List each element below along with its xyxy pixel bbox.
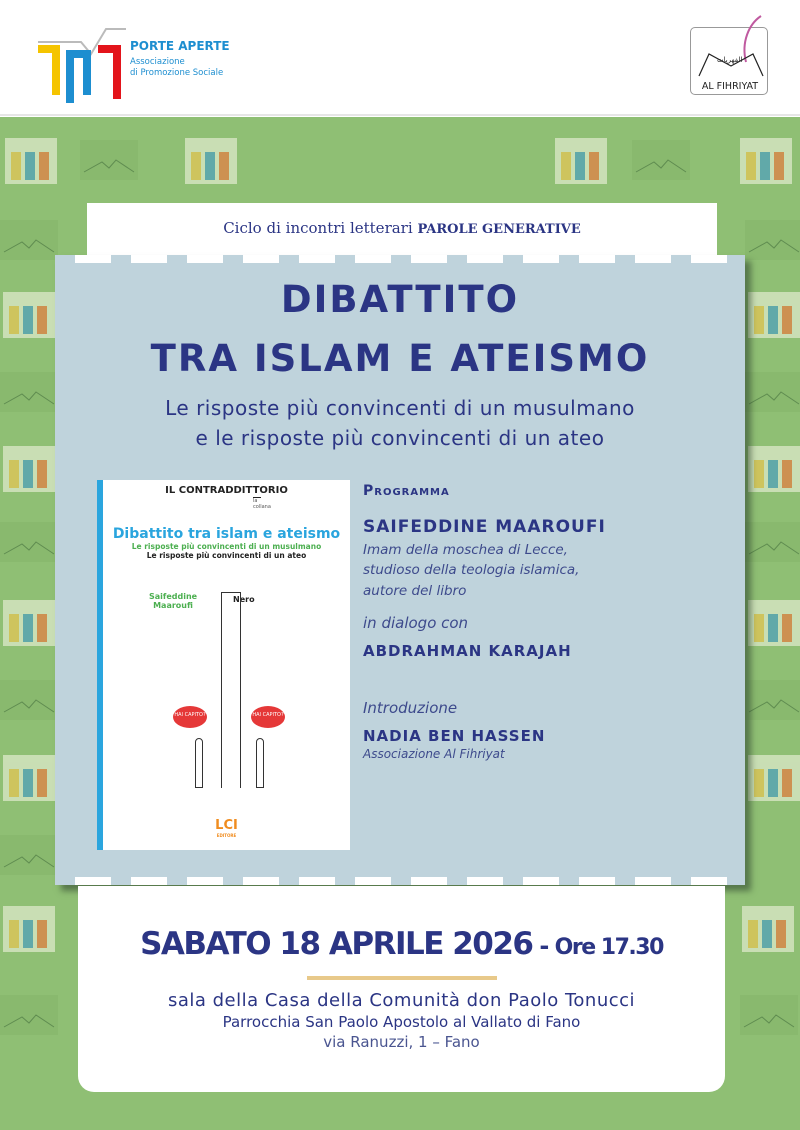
gold-divider (307, 976, 497, 980)
speaker3-desc: Associazione Al Fihriyat (363, 747, 505, 761)
publisher-logo (103, 818, 350, 838)
cover-sub1: Le risposte più convincenti di un musulmano (131, 542, 322, 551)
porte-aperte-name: PORTE APERTE (130, 39, 230, 53)
panel-top-edge (55, 255, 745, 263)
subtitle-line2: e le risposte più convincenti di un ateo (195, 426, 605, 450)
book-tile-icon (745, 680, 800, 720)
event-time: Ore 17.30 (554, 935, 663, 960)
logo-tile-icon (740, 138, 792, 184)
porte-aperte-line1: Associazione (130, 57, 185, 67)
logo-tile-icon (748, 292, 800, 338)
porte-aperte-logo-icon (36, 26, 126, 106)
program-heading: Programma (363, 483, 450, 499)
al-fihriyat-name: AL FIHRIYAT (701, 81, 759, 92)
speaker1-name: SAIFEDDINE MAAROUFI (363, 517, 606, 537)
book-tile-icon (0, 372, 58, 412)
cover-sub2: Le risposte più convincenti di un ateo (146, 551, 307, 560)
logo-tile-icon (3, 600, 55, 646)
wall-illustration (221, 592, 241, 788)
publisher-name: LCI (215, 818, 238, 833)
header (0, 0, 800, 116)
book-tile-icon (0, 522, 58, 562)
event-address: via Ranuzzi, 1 – Fano (323, 1033, 480, 1051)
logo-tile-icon (5, 138, 57, 184)
cover-author2: Nero (233, 595, 255, 604)
logo-tile-icon (555, 138, 607, 184)
series-name: PAROLE GENERATIVE (417, 222, 581, 237)
figure-right-icon (256, 738, 264, 788)
cover-series: IL CONTRADDITTORIO (165, 485, 288, 496)
book-tile-icon (80, 140, 138, 180)
logo-tile-icon (748, 755, 800, 801)
cover-author1: Saifeddine Maaroufi (148, 592, 198, 610)
porte-aperte-logo (36, 26, 230, 106)
figure-left-icon (195, 738, 203, 788)
speaker1-desc2: studioso della teologia islamica, (363, 562, 580, 578)
logo-tile-icon (3, 292, 55, 338)
porte-aperte-line2: di Promozione Sociale (130, 68, 224, 78)
book-feather-icon (691, 14, 769, 82)
logo-tile-icon (742, 906, 794, 952)
book-tile-icon (632, 140, 690, 180)
logo-tile-icon (3, 906, 55, 952)
event-date: SABATO 18 APRILE 2026 (140, 926, 533, 962)
series-prefix: Ciclo di incontri letterari (223, 219, 413, 237)
event-venue: sala della Casa della Comunità don Paolo Tonucci (167, 990, 636, 1011)
book-tile-icon (0, 220, 58, 260)
speaker2-name: ABDRAHMAN KARAJAH (363, 642, 572, 660)
event-parish: Parrocchia San Paolo Apostolo al Vallato di Fano (222, 1013, 581, 1031)
speaker1-desc3: autore del libro (363, 583, 467, 599)
title-line2: TRA ISLAM E ATEISMO (150, 337, 650, 380)
cover-title: Dibattito tra islam e ateismo (112, 526, 341, 542)
book-tile-icon (0, 680, 58, 720)
cover-series-sub: la collana (253, 498, 271, 510)
event-datetime (78, 926, 725, 962)
speaker3-name: NADIA BEN HASSEN (363, 727, 546, 745)
logo-tile-icon (3, 755, 55, 801)
speech-bubble-left: HAI CAPITO? (173, 706, 207, 728)
book-cover (97, 480, 350, 850)
publisher-sub: EDITORE (216, 833, 237, 838)
logo-tile-icon (185, 138, 237, 184)
title-line1: DIBATTITO (280, 278, 520, 321)
logo-tile-icon (3, 446, 55, 492)
logo-tile-icon (748, 600, 800, 646)
speaker1-desc1: Imam della moschea di Lecce, (363, 542, 568, 558)
book-tile-icon (740, 995, 798, 1035)
book-tile-icon (745, 522, 800, 562)
logo-tile-icon (748, 446, 800, 492)
book-tile-icon (745, 220, 800, 260)
book-tile-icon (0, 835, 58, 875)
dialogue-connector: in dialogo con (363, 614, 469, 632)
speech-bubble-right: HAI CAPITO? (251, 706, 285, 728)
al-fihriyat-logo (690, 27, 768, 95)
book-tile-icon (745, 372, 800, 412)
event-details (78, 886, 725, 1092)
al-fihriyat-arabic: الفهريات (717, 56, 743, 64)
intro-label: Introduzione (363, 699, 458, 717)
subtitle-line1: Le risposte più convincenti di un musulmano (165, 396, 635, 420)
date-time-separator: - (532, 932, 555, 960)
book-tile-icon (0, 995, 58, 1035)
panel-bottom-edge (55, 877, 745, 885)
